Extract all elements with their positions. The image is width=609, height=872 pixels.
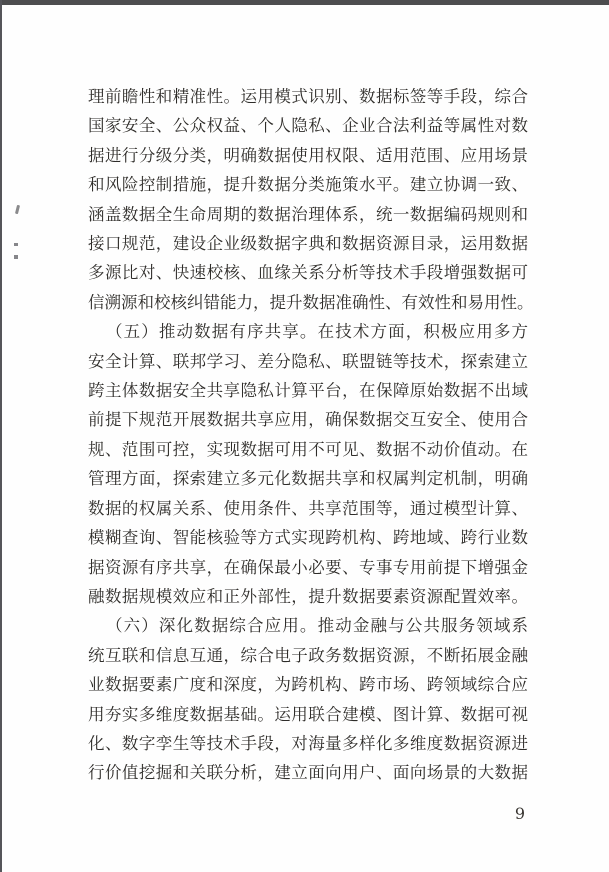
text-line: 涵盖数据全生命周期的数据治理体系，统一数据编码规则和	[88, 204, 528, 224]
text-line: 前提下规范开展数据共享应用，确保数据交互安全、使用合	[88, 410, 528, 430]
text-line: 安全计算、联邦学习、差分隐私、联盟链等技术，探索建立	[88, 351, 528, 371]
scan-left-edge	[0, 0, 2, 872]
text-line: 信溯源和校核纠错能力，提升数据准确性、有效性和易用性。	[88, 292, 534, 312]
text-line: 和风险控制措施，提升数据分类施策水平。建立协调一致、	[88, 175, 528, 195]
text-line: 业数据要素广度和深度，为跨机构、跨市场、跨领域综合应	[88, 675, 528, 695]
scan-top-edge	[0, 0, 609, 5]
text-line: 规、范围可控，实现数据可用不可见、数据不动价值动。在	[88, 439, 528, 459]
scan-artifact	[14, 243, 18, 259]
text-line: 跨主体数据安全共享隐私计算平台，在保障原始数据不出域	[88, 381, 528, 401]
text-line: 融数据规模效应和正外部性，提升数据要素资源配置效率。	[88, 586, 528, 606]
body-text-block	[88, 82, 534, 788]
text-line: （六）深化数据综合应用。推动金融与公共服务领域系	[106, 616, 528, 636]
scan-artifact	[15, 205, 20, 214]
text-line: 行价值挖掘和关联分析，建立面向用户、面向场景的大数据	[88, 763, 528, 783]
text-line: 管理方面，探索建立多元化数据共享和权属判定机制，明确	[88, 469, 528, 489]
text-line: 接口规范，建设企业级数据字典和数据资源目录，运用数据	[88, 234, 528, 254]
text-line: 模糊查询、智能核验等方式实现跨机构、跨地域、跨行业数	[88, 528, 528, 548]
text-line: （五）推动数据有序共享。在技术方面，积极应用多方	[106, 322, 528, 342]
text-line: 用夯实多维度数据基础。运用联合建模、图计算、数据可视	[88, 704, 528, 724]
text-line: 数据的权属关系、使用条件、共享范围等，通过模型计算、	[88, 498, 528, 518]
text-line: 理前瞻性和精准性。运用模式识别、数据标签等手段，综合	[88, 87, 528, 106]
text-line: 多源比对、快速校核、血缘关系分析等技术手段增强数据可	[88, 263, 528, 283]
text-line: 统互联和信息互通，综合电子政务数据资源，不断拓展金融	[88, 645, 528, 665]
text-line: 据进行分级分类，明确数据使用权限、适用范围、应用场景	[88, 145, 528, 165]
page-number: 9	[514, 804, 526, 823]
text-line: 国家安全、公众权益、个人隐私、企业合法利益等属性对数	[88, 116, 528, 136]
text-line: 化、数字孪生等技术手段，对海量多样化多维度数据资源进	[88, 733, 528, 753]
text-line: 据资源有序共享，在确保最小必要、专事专用前提下增强金	[88, 557, 528, 577]
